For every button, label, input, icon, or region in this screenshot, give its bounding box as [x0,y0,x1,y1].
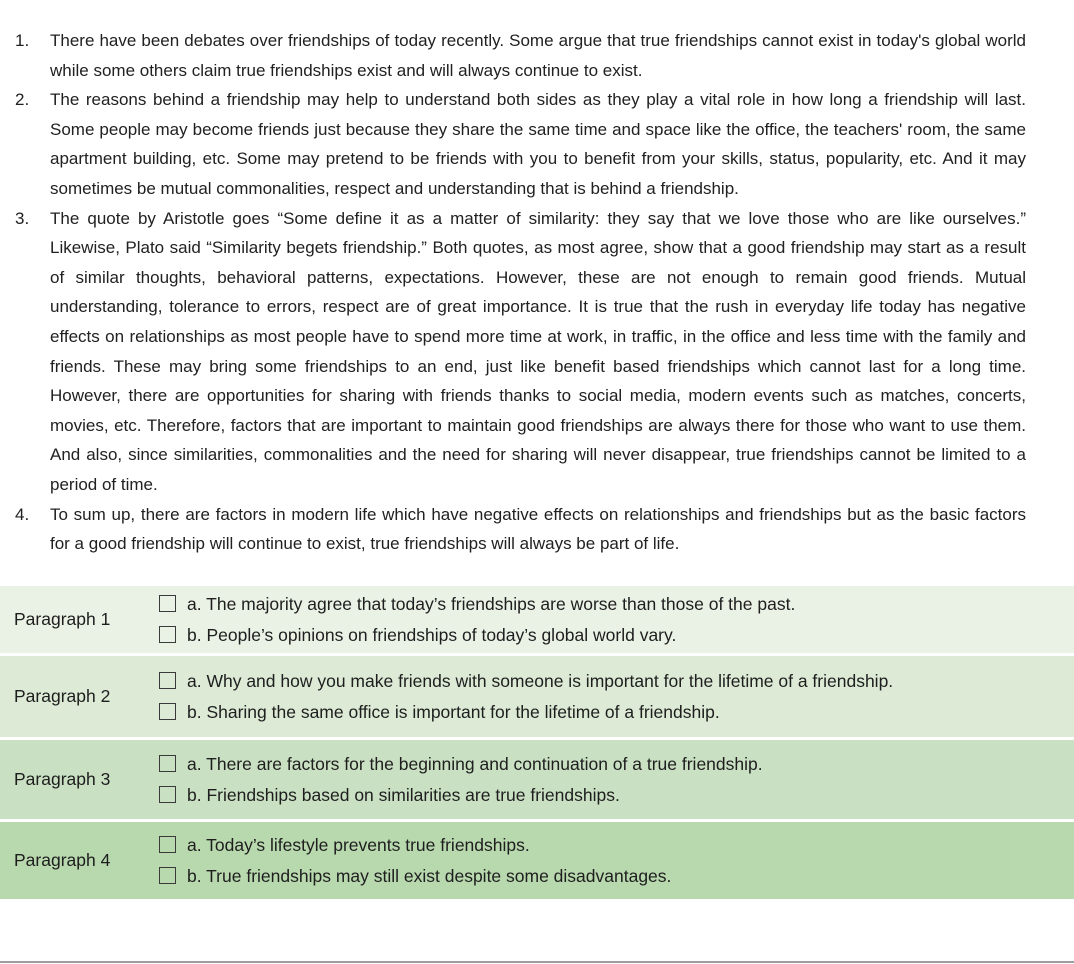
row-label: Paragraph 2 [14,685,111,706]
option-a-checkbox[interactable] [159,755,176,772]
row-label: Paragraph 4 [14,849,111,870]
option-b-checkbox[interactable] [159,786,176,803]
passage-paragraph-3 [15,204,1026,500]
paragraph-text: To sum up, there are factors in modern life which have negative effects on relationships and friendships but as the basic factors for a good friendship will continue to exist, true friendships will always be part of life. [50,504,1026,554]
option-row [159,623,1062,647]
option-row [159,669,1062,693]
option-row [159,833,1062,857]
option-a-label: a. There are factors for the beginning and continuation of a true friendship. [187,753,763,774]
paragraph-matching-table [0,586,1074,899]
option-row [159,700,1062,724]
option-b-checkbox[interactable] [159,626,176,643]
option-b-checkbox[interactable] [159,867,176,884]
option-b-checkbox[interactable] [159,703,176,720]
page-divider [0,961,1074,963]
option-b-label: b. Sharing the same office is important for the lifetime of a friendship. [187,701,720,722]
passage-paragraph-2 [15,85,1026,203]
table-row-paragraph-2 [0,656,1074,737]
passage-paragraph-1 [15,26,1026,85]
table-row-paragraph-3 [0,740,1074,819]
option-a-label: a. Today’s lifestyle prevents true friendships. [187,834,530,855]
option-a-checkbox[interactable] [159,836,176,853]
row-label: Paragraph 1 [14,608,111,629]
paragraph-text: The reasons behind a friendship may help to understand both sides as they play a vital role in how long a friendship will last. Some people may become friends just because they share the same time and space like the office, the teachers' room, the same apartment building, etc. Some may pretend to be friends with you to benefit from your skills, status, popularity, etc. And it may sometimes be mutual commonalities, respect and understanding that is behind a friendship. [50,90,1026,198]
passage-paragraph-4 [15,500,1026,559]
option-b-label: b. People’s opinions on friendships of today’s global world vary. [187,624,677,645]
option-row [159,783,1062,807]
table-row-paragraph-1 [0,586,1074,653]
paragraph-number: 4. [15,504,30,524]
option-row [159,752,1062,776]
row-label: Paragraph 3 [14,768,111,789]
option-row [159,864,1062,888]
option-b-label: b. True friendships may still exist despite some disadvantages. [187,865,672,886]
row-options [159,592,1074,647]
row-options [159,752,1074,807]
row-options [159,669,1074,724]
paragraph-number: 2. [15,90,30,110]
option-row [159,592,1062,616]
option-b-label: b. Friendships based on similarities are true friendships. [187,784,620,805]
option-a-checkbox[interactable] [159,595,176,612]
option-a-label: a. The majority agree that today’s friendships are worse than those of the past. [187,593,796,614]
paragraph-text: The quote by Aristotle goes “Some define it as a matter of similarity: they say that we love those who are like ourselves.” Likewise, Plato said “Similarity begets friendship.” Both quotes, as most agree, show that a good friendship may start as a result of similar thoughts, behavioral patterns, expectations. However, these are not enough to remain good friends. Mutual understanding, tolerance to errors, respect are of great importance. It is true that the rush in everyday life today has negative effects on relationships as most people have to spend more time at work, in traffic, in the office and less time with the family and friends. These may bring some friendships to an end, just like benefit based friendships which cannot last for a long time. However, there are opportunities for sharing with friends thanks to social media, modern events such as matches, concerts, movies, etc. Therefore, factors that are important to maintain good friendships are always there for those who want to use them. And also, since similarities, commonalities and the need for sharing will never disappear, true friendships cannot be limited to a period of time. [50,208,1026,494]
paragraph-text: There have been debates over friendships of today recently. Some argue that true friendships cannot exist in today's global world while some others claim true friendships exist and will always continue to exist. [50,31,1026,80]
paragraph-number: 1. [15,31,30,50]
table-row-paragraph-4 [0,822,1074,899]
paragraph-number: 3. [15,208,30,228]
option-a-label: a. Why and how you make friends with someone is important for the lifetime of a friendship. [187,670,894,691]
row-options [159,833,1074,888]
option-a-checkbox[interactable] [159,672,176,689]
